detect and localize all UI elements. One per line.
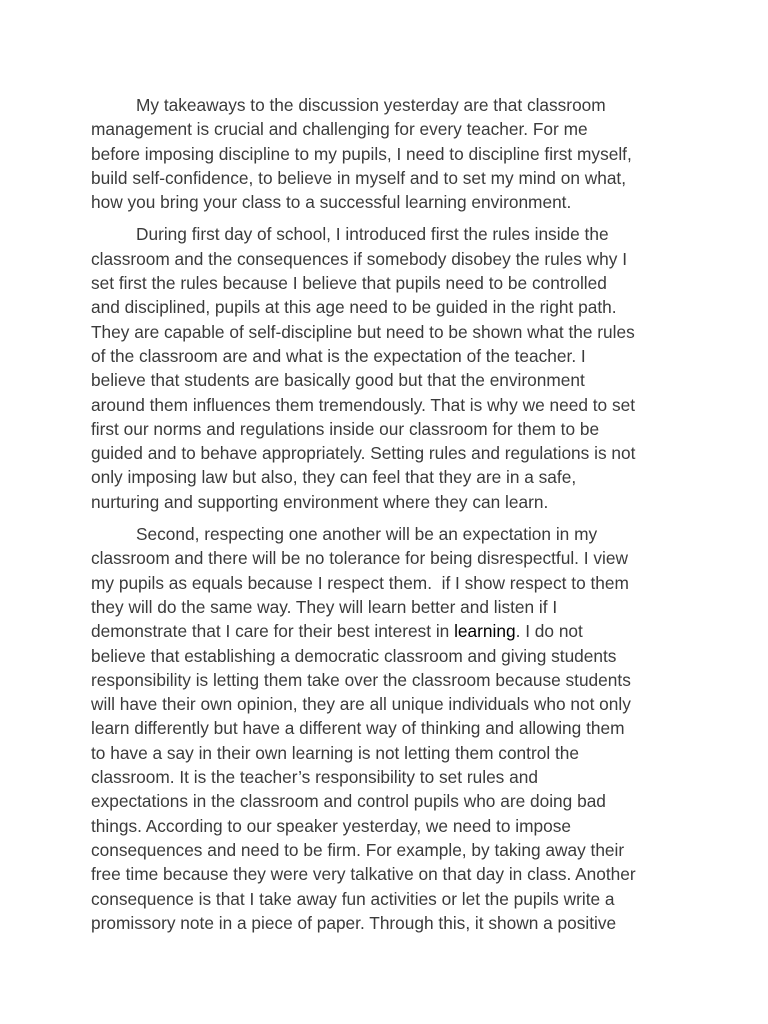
- document-body: [91, 93, 691, 943]
- text-line: they will do the same way. They will learn better and listen if I: [91, 596, 558, 617]
- paragraph-2: [91, 222, 691, 514]
- text-line: promissory note in a piece of paper. Through this, it shown a positive: [91, 912, 617, 933]
- text-line: consequence is that I take away fun activities or let the pupils write a: [91, 888, 615, 909]
- text-line: set first the rules because I believe that pupils need to be controlled: [91, 273, 607, 294]
- paragraph-3: [91, 522, 691, 935]
- text-line: believe that students are basically good but that the environment: [91, 370, 585, 391]
- text-line: consequences and need to be firm. For example, by taking away their: [91, 839, 625, 860]
- text-line: first our norms and regulations inside our classroom for them to be: [91, 418, 600, 439]
- text-line: believe that establishing a democratic classroom and giving students: [91, 645, 617, 666]
- text-line: Second, respecting one another will be an expectation in my: [136, 524, 598, 545]
- text-line: before imposing discipline to my pupils, I need to discipline first myself,: [91, 143, 632, 164]
- text-line: responsibility is letting them take over the classroom because students: [91, 669, 631, 690]
- text-line: of the classroom are and what is the expectation of the teacher. I: [91, 345, 586, 366]
- text-line: around them influences them tremendously. That is why we need to set: [91, 394, 636, 415]
- text-line: classroom and there will be no tolerance for being disrespectful. I view: [91, 548, 628, 569]
- text-line: my pupils as equals because I respect them. if I show respect to them: [91, 572, 629, 593]
- text-line: classroom. It is the teacher’s responsibility to set rules and: [91, 767, 538, 788]
- text-segment: . I do not: [515, 621, 583, 642]
- text-line: expectations in the classroom and control pupils who are doing bad: [91, 791, 606, 812]
- text-line: nurturing and supporting environment where they can learn.: [91, 491, 549, 512]
- text-line: only imposing law but also, they can feel that they are in a safe,: [91, 467, 577, 488]
- text-line: will have their own opinion, they are all unique individuals who not only: [91, 694, 631, 715]
- text-line: During first day of school, I introduced first the rules inside the: [136, 224, 609, 245]
- learning-link[interactable]: learning: [454, 621, 516, 642]
- text-segment: demonstrate that I care for their best interest in: [91, 621, 455, 642]
- text-line: build self-confidence, to believe in myself and to set my mind on what,: [91, 167, 627, 188]
- text-line: management is crucial and challenging for every teacher. For me: [91, 119, 588, 140]
- text-line: My takeaways to the discussion yesterday are that classroom: [136, 95, 606, 115]
- text-line-with-link: [91, 619, 691, 643]
- text-line: how you bring your class to a successful learning environment.: [91, 192, 572, 213]
- paragraph-1: [91, 93, 691, 214]
- text-line: learn differently but have a different way of thinking and allowing them: [91, 718, 625, 739]
- text-line: classroom and the consequences if somebody disobey the rules why I: [91, 248, 628, 269]
- text-line: guided and to behave appropriately. Setting rules and regulations is not: [91, 443, 636, 464]
- text-line: things. According to our speaker yesterday, we need to impose: [91, 815, 571, 836]
- text-line: They are capable of self-discipline but need to be shown what the rules: [91, 321, 635, 342]
- text-line: to have a say in their own learning is not letting them control the: [91, 742, 579, 763]
- text-line: and disciplined, pupils at this age need to be guided in the right path.: [91, 297, 617, 318]
- text-line: free time because they were very talkative on that day in class. Another: [91, 864, 636, 885]
